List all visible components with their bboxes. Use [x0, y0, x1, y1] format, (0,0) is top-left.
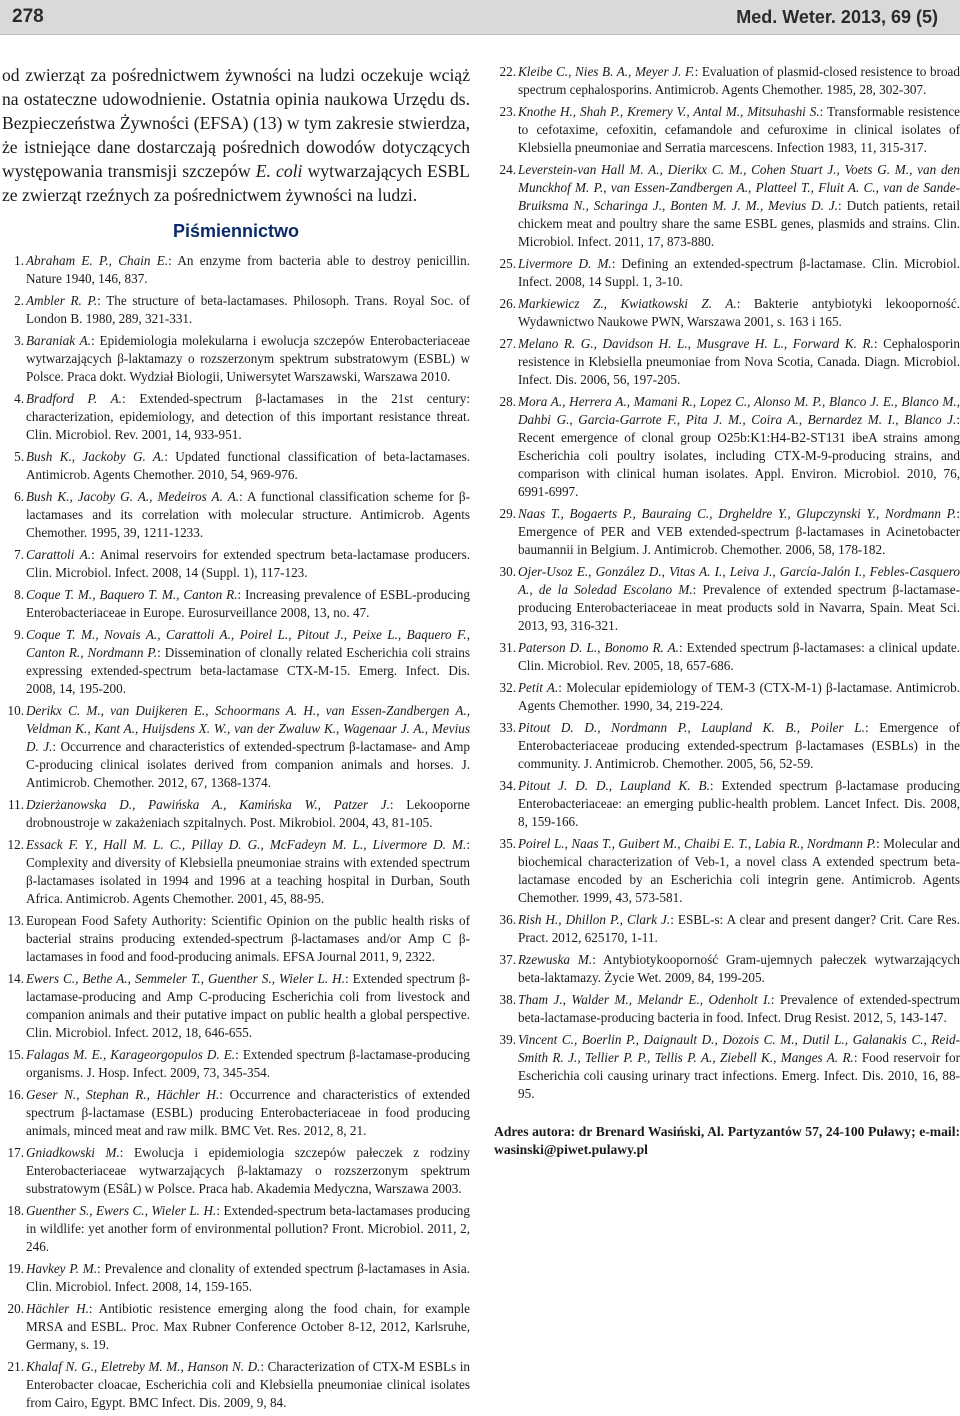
reference-details: : Molecular and biochemical characterization of Veb-1, a novel class A extended spectrum beta-lactamase encoded by an Escherichia coli integrin gene. Antimicrob. Agents Chemother. 1999, 43, 573-581. [518, 836, 960, 905]
reference-number: 17. [7, 1145, 24, 1160]
reference-item [2, 1202, 470, 1256]
reference-details: : Extended-spectrum β-lactamases in the 21st century: characterization, epidemiology, and detection of this important resistance threat. Clin. Microbiol. Rev. 2001, 14, 933-951. [26, 391, 470, 442]
reference-text [26, 1260, 470, 1296]
reference-text [518, 991, 960, 1027]
reference-details: : Dutch patients, retail chickem meat and poultry share the same ESBL genes, plasmids and strains. Clin. Microbiol. Infect. 2011, 17, 873-880. [518, 198, 960, 249]
reference-item [494, 505, 960, 559]
reference-number: 18. [7, 1203, 24, 1218]
reference-number: 16. [7, 1087, 24, 1102]
reference-item [494, 639, 960, 675]
reference-details: : Molecular epidemiology of TEM-3 (CTX-M-1) β-lactamase. Antimicrob. Agents Chemother. 1990, 34, 219-224. [518, 680, 960, 713]
reference-details: : Dissemination of clonally related Escherichia coli strains expressing extended-spectrum beta-lactamase CTX-M-15. Emerg. Infect. Dis. 2008, 14, 195-200. [26, 645, 470, 696]
reference-number: 24. [499, 162, 516, 177]
reference-item [2, 488, 470, 542]
reference-details: : Increasing prevalence of ESBL-producing Enterobacteriaceae in Europe. Eurosurveillance 2008, 13, no. 47. [26, 587, 470, 620]
reference-item [494, 911, 960, 947]
reference-authors: Ambler R. P. [26, 293, 98, 308]
reference-item [494, 255, 960, 291]
reference-details: : Antybiotykooporność Gram-ujemnych pałeczek wytwarzających beta-laktamazy. Życie Wet. 2009, 84, 199-205. [518, 952, 960, 985]
reference-text [518, 255, 960, 291]
reference-number: 22. [499, 64, 516, 79]
reference-authors: Khalaf N. G., Eletreby M. M., Hanson N. D. [26, 1359, 261, 1374]
reference-number: 21. [7, 1359, 24, 1374]
reference-item [2, 970, 470, 1042]
reference-authors: Ojer-Usoz E., González D., Vitas A. I., Leiva J., García-Jalón I., Febles-Casquero A., de la Soledad Escolano M. [518, 564, 960, 597]
reference-number: 37. [499, 952, 516, 967]
reference-details: : Complexity and diversity of Klebsiella pneumoniae strains with extended spectrum β-lactamases isolated in 1994 and 1996 at a teaching hospital in Durban, South Africa. Antimicrob. Agents Chemother. 2001, 45, 88-95. [26, 837, 470, 906]
reference-details: : Evaluation of plasmid-closed resistence to broad spectrum cephalosporins. Antimicrob. Agents Chemother. 1985, 28, 302-307. [518, 64, 960, 97]
reference-number: 9. [14, 627, 24, 642]
left-column [0, 63, 470, 1416]
reference-item [494, 777, 960, 831]
reference-item [494, 563, 960, 635]
references-list-left [2, 252, 470, 1412]
intro-paragraph [2, 63, 470, 207]
reference-details: : Animal reservoirs for extended spectrum beta-lactamase producers. Clin. Microbiol. Infect. 2008, 14 (Suppl. 1), 117-123. [26, 547, 471, 580]
reference-item [494, 335, 960, 389]
reference-text [518, 161, 960, 251]
reference-number: 25. [499, 256, 516, 271]
reference-authors: Pitout D. D., Nordmann P., Laupland K. B., Poiler L. [518, 720, 865, 735]
reference-item [494, 991, 960, 1027]
reference-item [494, 951, 960, 987]
reference-details: : Prevalence of extended spectrum β-lactamase-producing Enterobacteriaceae in meat products sold in Navarra, Spain. Meat Sci. 2013, 93, 316-321. [518, 582, 960, 633]
reference-authors: Kleibe C., Nies B. A., Meyer J. F. [518, 64, 695, 79]
reference-authors: Markiewicz Z., Kwiatkowski Z. A. [518, 296, 737, 311]
reference-text [518, 295, 960, 331]
reference-details: : Occurrence and characteristics of extended spectrum β-lactamase (ESBL) producing Enterobacteriaceae in food producing animals, minced meat and raw milk. BMC Vet. Res. 2012, 8, 21. [26, 1087, 470, 1138]
reference-item [2, 912, 470, 966]
reference-number: 5. [14, 449, 24, 464]
reference-number: 13. [7, 913, 24, 928]
reference-number: 20. [7, 1301, 24, 1316]
reference-number: 11. [8, 797, 24, 812]
reference-text [26, 390, 470, 444]
reference-details: : Bakterie antybiotyki lekooporność. Wydawnictwo Naukowe PWN, Warszawa 2001, s. 163 i 165. [518, 296, 960, 329]
page-header [0, 0, 960, 35]
reference-authors: Falagas M. E., Karageorgopulos D. E. [26, 1047, 236, 1062]
reference-authors: Vincent C., Boerlin P., Daignault D., Dozois C. M., Dutil L., Galanakis C., Reid-Smith R. J., Tellier P. P., Tellis P. A., Ziebell K., Manges A. R. [518, 1032, 960, 1065]
reference-text [26, 292, 470, 328]
reference-number: 27. [499, 336, 516, 351]
reference-number: 35. [499, 836, 516, 851]
reference-item [494, 103, 960, 157]
reference-authors: Poirel L., Naas T., Guibert M., Chaibi E. T., Labia R., Nordmann P. [518, 836, 877, 851]
reference-text [26, 1086, 470, 1140]
reference-item [494, 679, 960, 715]
reference-details: : Updated functional classification of beta-lactamases. Antimicrob. Agents Chemother. 2010, 54, 969-976. [26, 449, 470, 482]
reference-details: : Extended spectrum β-lactamase producing Enterobacteriaceae: an emerging public-health problem. Lancet Infect. Dis. 2008, 8, 159-166. [518, 778, 960, 829]
reference-item [2, 626, 470, 698]
reference-item [2, 1358, 470, 1412]
reference-text [518, 777, 960, 831]
reference-item [2, 448, 470, 484]
reference-item [2, 586, 470, 622]
references-list-right [494, 63, 960, 1103]
reference-details: : Prevalence of extended-spectrum beta-lactamase-producing bacteria in food. Infect. Drug Resist. 2012, 5, 143-147. [518, 992, 960, 1025]
reference-item [494, 161, 960, 251]
reference-text [518, 505, 960, 559]
reference-authors: Mora A., Herrera A., Mamani R., Lopez C., Alonso M. P., Blanco J. E., Blanco M., Dahbi G., Garcia-Garrote F., Pita J. M., Coira A., Bernardez M. I., Blanco J. [518, 394, 960, 427]
reference-text [26, 332, 470, 386]
reference-authors: Baraniak A. [26, 333, 92, 348]
reference-details: : Extended spectrum β-lactamase-producing and Amp C-producing Escherichia coli from livestock and companion animals and their putative impact on public health a global perspective. Clin. Microbiol. Infect. 2012, 18, 646-655. [26, 971, 471, 1040]
reference-details: : Ewolucja i epidemiologia szczepów pałeczek z rodziny Enterobacteriaceae wytwarzających β-laktamazy o rozszerzonym spektrum substratowym (ESâL) w Polsce. Praca hab. Akademia Medyczna, Warszawa 2003. [26, 1145, 470, 1196]
reference-details: : Cephalosporin resistence in Klebsiella pneumoniae from Nova Scotia, Canada. Diagn. Microbiol. Infect. Dis. 2006, 56, 197-205. [518, 336, 960, 387]
reference-number: 38. [499, 992, 516, 1007]
reference-item [2, 1144, 470, 1198]
reference-text [26, 836, 470, 908]
reference-authors: Bush K., Jacoby G. A., Medeiros A. A. [26, 489, 240, 504]
reference-item [494, 393, 960, 501]
reference-authors: Havkey P. M. [26, 1261, 98, 1276]
reference-text [26, 1046, 470, 1082]
reference-text [26, 1202, 470, 1256]
reference-text [26, 796, 470, 832]
reference-details: : Antibiotic resistence emerging along the food chain, for example MRSA and ESBL. Proc. Max Rubner Conference October 8-12, 2012, Karlsruhe, Germany, s. 19. [26, 1301, 470, 1352]
reference-text [26, 1144, 470, 1198]
reference-text [518, 719, 960, 773]
reference-details: : Defining an extended-spectrum β-lactamase. Clin. Microbiol. Infect. 2008, 14 Suppl. 1, 3-10. [518, 256, 960, 289]
reference-authors: Gniadkowski M. [26, 1145, 120, 1160]
reference-item [2, 546, 470, 582]
reference-number: 28. [499, 394, 516, 409]
journal-citation: Med. Weter. 2013, 69 (5) [736, 6, 938, 27]
two-column-body [0, 35, 960, 1416]
reference-text [26, 912, 470, 966]
reference-number: 3. [14, 333, 24, 348]
reference-number: 34. [499, 778, 516, 793]
reference-number: 31. [499, 640, 516, 655]
reference-number: 19. [7, 1261, 24, 1276]
reference-details: : Emergence of PER and VEB extended-spectrum β-lactamases in Acinetobacter baumannii in Belgium. J. Antimicrob. Chemother. 2006, 58, 178-182. [518, 506, 960, 557]
reference-number: 6. [14, 489, 24, 504]
reference-authors: Rish H., Dhillon P., Clark J. [518, 912, 671, 927]
reference-authors: Bush K., Jackoby G. A. [26, 449, 165, 464]
reference-item [2, 1046, 470, 1082]
reference-number: 2. [14, 293, 24, 308]
reference-item [2, 836, 470, 908]
reference-text [518, 563, 960, 635]
reference-item [494, 1031, 960, 1103]
reference-details: European Food Safety Authority: Scientific Opinion on the public health risks of bacterial strains producing extended-spectrum β-lactamases and/or Amp C β-lactamases in food and food-producing animals. EFSA Journal 2011, 9, 2322. [26, 913, 470, 964]
reference-number: 32. [499, 680, 516, 695]
reference-authors: Melano R. G., Davidson H. L., Musgrave H. L., Forward K. R. [518, 336, 874, 351]
reference-authors: Essack F. Y., Hall M. L. C., Pillay D. G., McFadeyn M. L., Livermore D. M. [26, 837, 467, 852]
page-number: 278 [12, 6, 44, 27]
reference-details: : Extended-spectrum beta-lactamases producing in wildlife: yet another form of environmental pollution? Front. Microbiol. 2011, 2, 246. [26, 1203, 470, 1254]
reference-text [26, 252, 470, 288]
reference-item [494, 63, 960, 99]
reference-authors: Knothe H., Shah P., Kremery V., Antal M., Mitsuhashi S. [518, 104, 820, 119]
reference-number: 23. [499, 104, 516, 119]
reference-number: 10. [7, 703, 24, 718]
reference-number: 14. [7, 971, 24, 986]
intro-text-after: wytwarzających ESBL ze zwierząt rzeźnych za pośrednictwem żywności na ludzi. [2, 161, 470, 205]
reference-item [2, 390, 470, 444]
reference-item [2, 1086, 470, 1140]
reference-item [2, 1300, 470, 1354]
reference-authors: Geser N., Stephan R., Hächler H. [26, 1087, 220, 1102]
reference-number: 7. [14, 547, 24, 562]
reference-details: : Extended spectrum β-lactamase-producing organisms. J. Hosp. Infect. 2009, 73, 345-354. [26, 1047, 470, 1080]
reference-authors: Carattoli A. [26, 547, 92, 562]
reference-text [518, 335, 960, 389]
reference-details: : Epidemiologia molekularna i ewolucja szczepów Enterobacteriaceae wytwarzających β-laktamazy o rozszerzonym spektrum substratowym (ESBL) w Polsce. Praca dokt. Wydział Biologii, Uniwersytet Warszawski, Warszawa 2010. [26, 333, 471, 384]
reference-authors: Coque T. M., Baquero T. M., Canton R. [26, 587, 238, 602]
reference-text [518, 835, 960, 907]
reference-details: : Characterization of CTX-M ESBLs in Enterobacter cloacae, Escherichia coli and Klebsiella pneumoniae clinical isolates from Cairo, Egypt. BMC Infect. Dis. 2009, 9, 84. [26, 1359, 470, 1410]
reference-authors: Bradford P. A. [26, 391, 122, 406]
reference-number: 4. [14, 391, 24, 406]
reference-item [2, 1260, 470, 1296]
reference-authors: Derikx C. M., van Duijkeren E., Schoormans A. H., van Essen-Zandbergen A., Veldman K., Kant A., Huijsdens X. W., van der Zwaluw K., Wagenaar J. A., Mevius D. J. [26, 703, 470, 754]
reference-item [494, 295, 960, 331]
reference-text [26, 1358, 470, 1412]
reference-number: 36. [499, 912, 516, 927]
reference-number: 8. [14, 587, 24, 602]
right-column [494, 63, 960, 1416]
reference-text [26, 488, 470, 542]
reference-authors: Paterson D. L., Bonomo R. A. [518, 640, 679, 655]
reference-text [518, 63, 960, 99]
intro-text-italic: E. coli [255, 161, 303, 181]
reference-details: : An enzyme from bacteria able to destroy penicillin. Nature 1940, 146, 837. [26, 253, 470, 286]
reference-authors: Rzewuska M. [518, 952, 593, 967]
intro-text-before: od zwierząt za pośrednictwem żywności na ludzi oczekuje wciąż na ostateczne udowodnienie. Ostatnia opinia naukowa Urzędu ds. Bezpieczeństwa Żywności (EFSA) (13) w tym zakresie stwierdza, że istniejące dane dostarczają pośrednich dowodów dotyczących występowania transmisji szczepów [2, 65, 470, 181]
reference-text [26, 626, 470, 698]
reference-authors: Leverstein-van Hall M. A., Dierikx C. M., Cohen Stuart J., Voets G. M., van den Munckhof M. P., van Essen-Zandbergen A., Platteel T., Fluit A. C., van de Sande-Bruiksma N., Scharinga J., Bonten M. J. M., Mevius D. J. [518, 162, 960, 213]
reference-details: : Prevalence and clonality of extended spectrum β-lactamases in Asia. Clin. Microbiol. Infect. 2008, 14, 159-165. [26, 1261, 470, 1294]
reference-number: 1. [14, 253, 24, 268]
reference-details: : Lekooporne drobnoustroje w zakażeniach szpitalnych. Post. Mikrobiol. 2004, 43, 81-105. [26, 797, 470, 830]
reference-item [2, 702, 470, 792]
reference-authors: Dzierżanowska D., Pawińska A., Kamińska W., Patzer J. [26, 797, 390, 812]
reference-item [2, 332, 470, 386]
reference-number: 15. [7, 1047, 24, 1062]
reference-authors: Abraham E. P., Chain E. [26, 253, 169, 268]
reference-text [518, 911, 960, 947]
reference-number: 12. [7, 837, 24, 852]
reference-authors: Hächler H. [26, 1301, 89, 1316]
reference-authors: Livermore D. M. [518, 256, 612, 271]
author-address: Adres autora: dr Brenard Wasiński, Al. Partyzantów 57, 24-100 Puławy; e-mail: wasinski@piwet.pulawy.pl [494, 1124, 960, 1157]
reference-authors: Coque T. M., Novais A., Carattoli A., Poirel L., Pitout J., Peixe L., Baquero F., Canton R., Nordmann P. [26, 627, 470, 660]
reference-text [518, 679, 960, 715]
reference-details: : Occurrence and characteristics of extended-spectrum β-lactamase- and Amp C-producing clinical isolates derived from companion animals and horses. J. Antimicrob. Chemother. 2012, 67, 1368-1374. [26, 739, 470, 790]
reference-authors: Guenther S., Ewers C., Wieler L. H. [26, 1203, 217, 1218]
reference-item [2, 252, 470, 288]
reference-number: 30. [499, 564, 516, 579]
reference-text [518, 103, 960, 157]
reference-number: 26. [499, 296, 516, 311]
reference-number: 39. [499, 1032, 516, 1047]
reference-details: : Transformable resistence to cefotaxime, cefoxitin, cefamandole and cefuroxime in clinical isolates of Klebsiella pneumoniae and Serratia marcescens. Infection 1983, 11, 315-317. [518, 104, 960, 155]
reference-details: : A functional classification scheme for β-lactamases and its correlation with molecular structure. Antimicrob. Agents Chemother. 1995, 39, 1211-1233. [26, 489, 470, 540]
reference-authors: Petit A. [518, 680, 559, 695]
reference-item [2, 292, 470, 328]
reference-text [518, 951, 960, 987]
reference-details: : Extended spectrum β-lactamases: a clinical update. Clin. Microbiol. Rev. 2005, 18, 657-686. [518, 640, 960, 673]
reference-text [26, 970, 470, 1042]
reference-text [518, 1031, 960, 1103]
reference-details: : The structure of beta-lactamases. Philosoph. Trans. Royal Soc. of London B. 1980, 289, 321-331. [26, 293, 470, 326]
reference-text [26, 1300, 470, 1354]
reference-text [26, 586, 470, 622]
reference-text [26, 448, 470, 484]
reference-text [518, 393, 960, 501]
reference-text [26, 546, 470, 582]
reference-text [26, 702, 470, 792]
reference-number: 33. [499, 720, 516, 735]
reference-item [494, 835, 960, 907]
reference-authors: Naas T., Bogaerts P., Bauraing C., Drgheldre Y., Glupczynski Y., Nordmann P. [518, 506, 957, 521]
reference-text [518, 639, 960, 675]
reference-details: : Recent emergence of clonal group O25b:K1:H4-B2-ST131 ibeA strains among Escherichia coli poultry isolates, including CTX-M-9-producing strains, and comparison with clinical human isolates. Appl. Environ. Microbiol. 2010, 76, 6991-6997. [518, 412, 960, 499]
reference-authors: Pitout J. D. D., Laupland K. B. [518, 778, 710, 793]
reference-details: : Emergence of Enterobacteriaceae producing extended-spectrum β-lactamases (ESBLs) in the community. J. Antimicrob. Chemother. 2005, 56, 52-59. [518, 720, 960, 771]
reference-details: : ESBL-s: A clear and present danger? Crit. Care Res. Pract. 2012, 625170, 1-11. [518, 912, 960, 945]
reference-authors: Tham J., Walder M., Melandr E., Odenholt I. [518, 992, 771, 1007]
reference-item [494, 719, 960, 773]
reference-item [2, 796, 470, 832]
reference-authors: Ewers C., Bethe A., Semmeler T., Guenther S., Wieler L. H. [26, 971, 345, 986]
reference-number: 29. [499, 506, 516, 521]
section-title: Piśmiennictwo [172, 221, 300, 241]
reference-details: : Food reservoir for Escherichia coli causing urinary tract infections. Emerg. Infect. Dis. 2010, 16, 88-95. [518, 1050, 960, 1101]
